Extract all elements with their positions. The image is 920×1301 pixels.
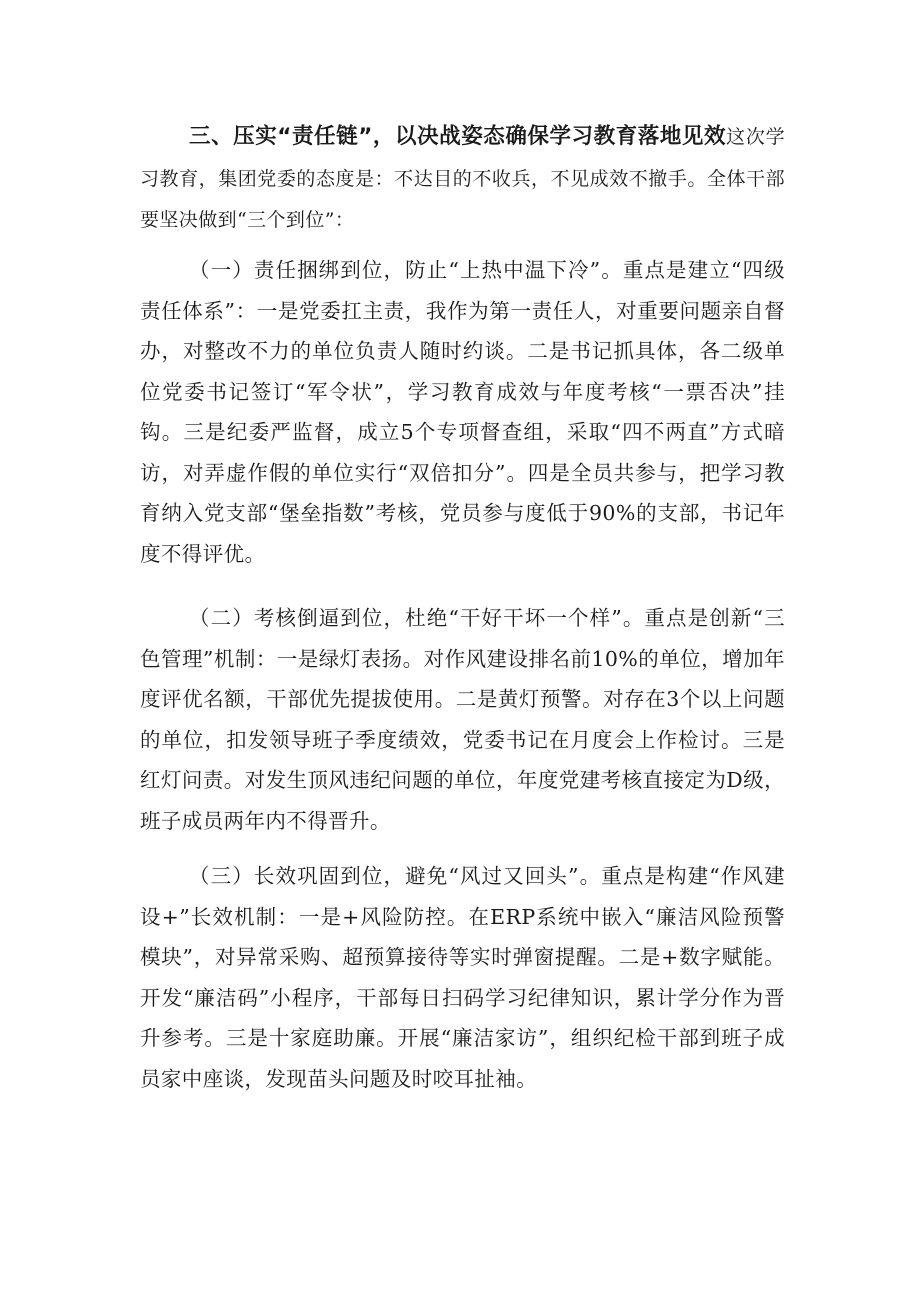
section-intro-paragraph [140,116,785,241]
section-lead-in: 这次学习教育，集团党委的态度是：不达目的不收兵，不见成效不撤手。全体干部要坚决做到“三个到位”： [140,126,786,231]
section-heading: 三、压实“责任链”，以决战姿态确保学习教育落地见效 [189,124,727,149]
paragraph-long-term: （三）长效巩固到位，避免“风过又回头”。重点是构建“作风建设+”长效机制：一是+风险防控。在ERP系统中嵌入“廉洁风险预警模块”，对异常采购、超预算接待等实时弹窗提醒。二是+数字赋能。开发“廉洁码”小程序，干部每日扫码学习纪律知识，累计学分作为晋升参考。三是十家庭助廉。开展“廉洁家访”，组织纪检干部到班子成员家中座谈，发现苗头问题及时咬耳扯袖。 [140,864,785,1091]
paragraph-assessment: （二）考核倒逼到位，杜绝“干好干坏一个样”。重点是创新“三色管理”机制：一是绿灯表扬。对作风建设排名前10%的单位，增加年度评优名额，干部优先提拔使用。二是黄灯预警。对存在3个以上问题的单位，扣发领导班子季度绩效，党委书记在月度会上作检讨。三是红灯问责。对发生顶风违纪问题的单位，年度党建考核直接定为D级，班子成员两年内不得晋升。 [140,606,785,833]
paragraph-responsibility: （一）责任捆绑到位，防止“上热中温下冷”。重点是建立“四级责任体系”：一是党委扛主责，我作为第一责任人，对重要问题亲自督办，对整改不力的单位负责人随时约谈。二是书记抓具体，各二级单位党委书记签订“军令状”，学习教育成效与年度考核“一票否决”挂钩。三是纪委严监督，成立5个专项督查组，采取“四不两直”方式暗访，对弄虚作假的单位实行“双倍扣分”。四是全员共参与，把学习教育纳入党支部“堡垒指数”考核，党员参与度低于90%的支部，书记年度不得评优。 [140,258,785,566]
